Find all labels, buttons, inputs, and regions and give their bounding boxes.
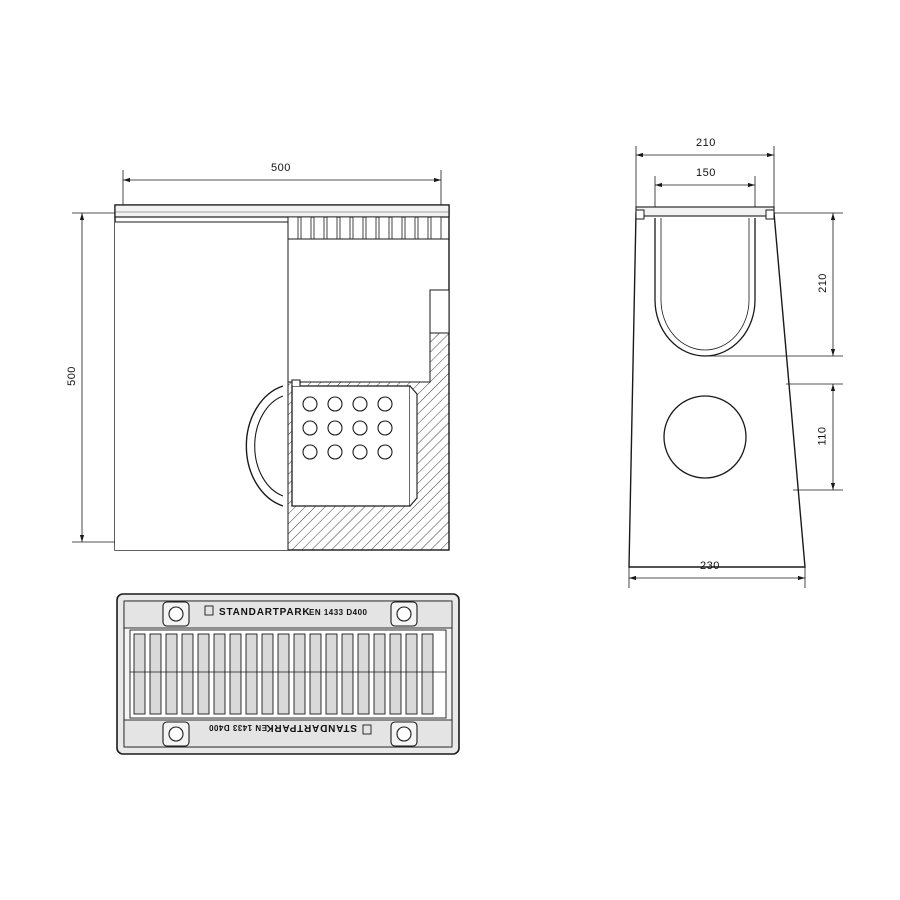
dim-side-upper-height-label: 210 xyxy=(816,273,829,293)
dim-front-height-label: 500 xyxy=(65,366,78,386)
dim-front-width-label: 500 xyxy=(271,162,291,174)
svg-text:EN 1433 D400: EN 1433 D400 xyxy=(309,608,368,617)
plan-view-geometry xyxy=(117,594,459,754)
side-view-geometry xyxy=(629,207,805,567)
plan-brand-top xyxy=(205,606,368,618)
dim-side-top-outer-width-label: 210 xyxy=(696,137,716,149)
svg-text:EN 1433 D400: EN 1433 D400 xyxy=(208,723,267,732)
svg-text:STANDARTPARK: STANDARTPARK xyxy=(219,607,311,618)
dim-side-bottom-width-label: 230 xyxy=(700,560,720,572)
dim-side-outlet-height-label: 110 xyxy=(816,426,829,446)
front-view-geometry xyxy=(115,205,449,550)
svg-text:STANDARTPARK: STANDARTPARK xyxy=(265,722,357,733)
plan-brand-bottom xyxy=(208,722,371,734)
dim-side-grate-width-label: 150 xyxy=(696,167,716,179)
